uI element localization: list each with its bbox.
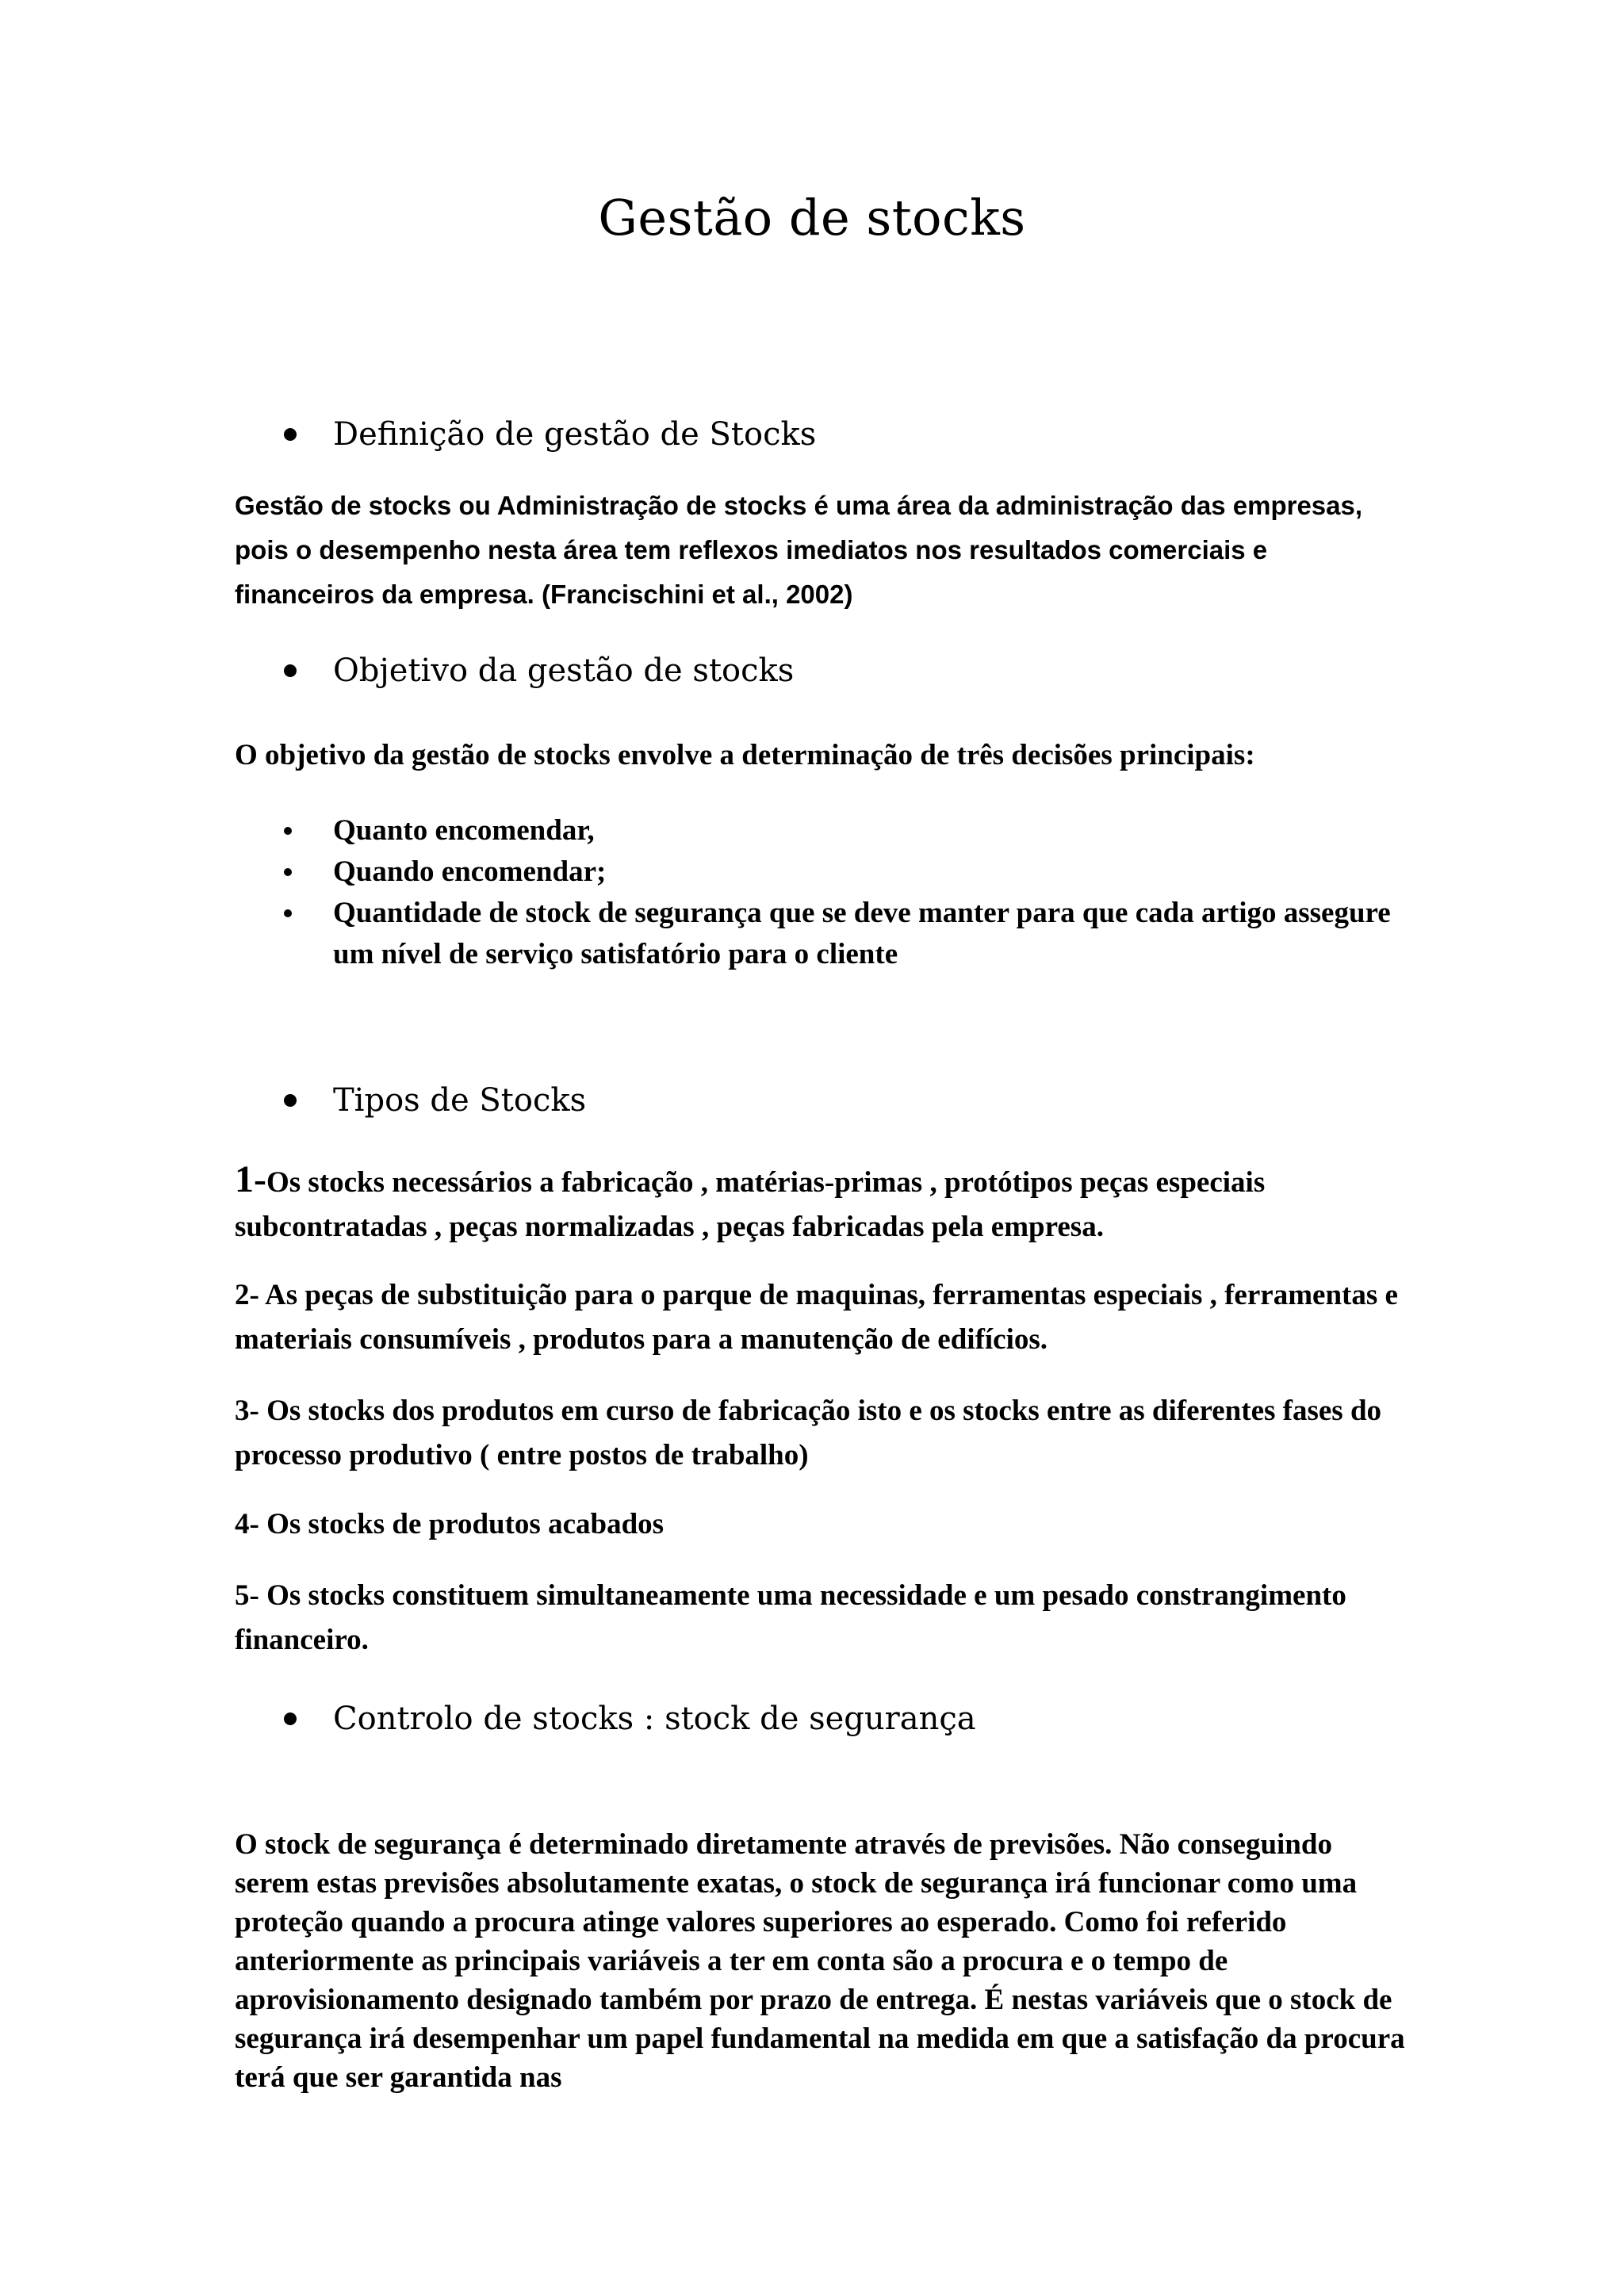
bullet-icon	[284, 428, 297, 441]
bullet-icon	[284, 827, 292, 835]
objetivo-decision-list	[235, 810, 1424, 975]
list-item-text: Quanto encomendar,	[333, 814, 595, 847]
bullet-icon	[284, 1094, 297, 1107]
list-item-text: Quando encomendar;	[333, 855, 607, 888]
item-number: 1-	[235, 1158, 266, 1200]
item-number: 5-	[235, 1579, 259, 1612]
section-heading-label: Definição de gestão de Stocks	[333, 416, 817, 453]
tipos-item-2	[235, 1273, 1408, 1362]
section-heading-label: Controlo de stocks : stock de segurança	[333, 1701, 976, 1737]
item-text: As peças de substituição para o parque de maquinas, ferramentas especiais , ferramentas e materiais consumíveis , produtos para a manutenção de edifícios.	[235, 1279, 1398, 1356]
item-number: 4-	[235, 1508, 259, 1540]
page-title: Gestão de stocks	[598, 189, 1026, 247]
definicao-paragraph: Gestão de stocks ou Administração de stocks é uma área da administração das empresas, pois o desempenho nesta área tem reflexos imediatos nos resultados comerciais e financeiros da empresa. (Francischini et al., 2002)	[235, 491, 1363, 609]
tipos-item-3	[235, 1389, 1408, 1478]
bullet-icon	[284, 868, 292, 876]
bullet-icon	[284, 1712, 297, 1725]
item-text: Os stocks dos produtos em curso de fabricação isto e os stocks entre as diferentes fases do processo produtivo ( entre postos de trabalho)	[235, 1395, 1382, 1471]
controlo-paragraph: O stock de segurança é determinado diretamente através de previsões. Não conseguindo serem estas previsões absolutamente exatas, o stock de segurança irá funcionar como uma proteção quando a procura atinge valores superiores ao esperado. Como foi referido anteriormente as principais variáveis a ter em conta são a procura e o tempo de aprovisionamento designado também por prazo de entrega. É nestas variáveis que o stock de segurança irá desempenhar um papel fundamental na medida em que a satisfação da procura terá que ser garantida nas	[235, 1828, 1405, 2094]
list-item	[235, 893, 1424, 975]
list-item	[235, 810, 1424, 851]
item-number: 3-	[235, 1395, 259, 1427]
item-number: 2-	[235, 1279, 259, 1311]
list-item-text: Quantidade de stock de segurança que se deve manter para que cada artigo assegure um nível de serviço satisfatório para o cliente	[333, 897, 1391, 970]
section-heading-label: Tipos de Stocks	[333, 1082, 587, 1119]
item-text: Os stocks necessários a fabricação , matérias-primas , protótipos peças especiais subcontratadas , peças normalizadas , peças fabricadas pela empresa.	[235, 1166, 1266, 1243]
tipos-item-5	[235, 1574, 1408, 1663]
bullet-icon	[284, 909, 292, 917]
item-text: Os stocks de produtos acabados	[259, 1508, 665, 1540]
list-item	[235, 851, 1424, 893]
tipos-item-1	[235, 1158, 1408, 1249]
section-heading-label: Objetivo da gestão de stocks	[333, 652, 795, 689]
item-text: Os stocks constituem simultaneamente uma necessidade e um pesado constrangimento financeiro.	[235, 1579, 1346, 1656]
bullet-icon	[284, 664, 297, 677]
objetivo-intro: O objetivo da gestão de stocks envolve a determinação de três decisões principais:	[235, 739, 1255, 771]
tipos-item-4	[235, 1502, 1408, 1547]
